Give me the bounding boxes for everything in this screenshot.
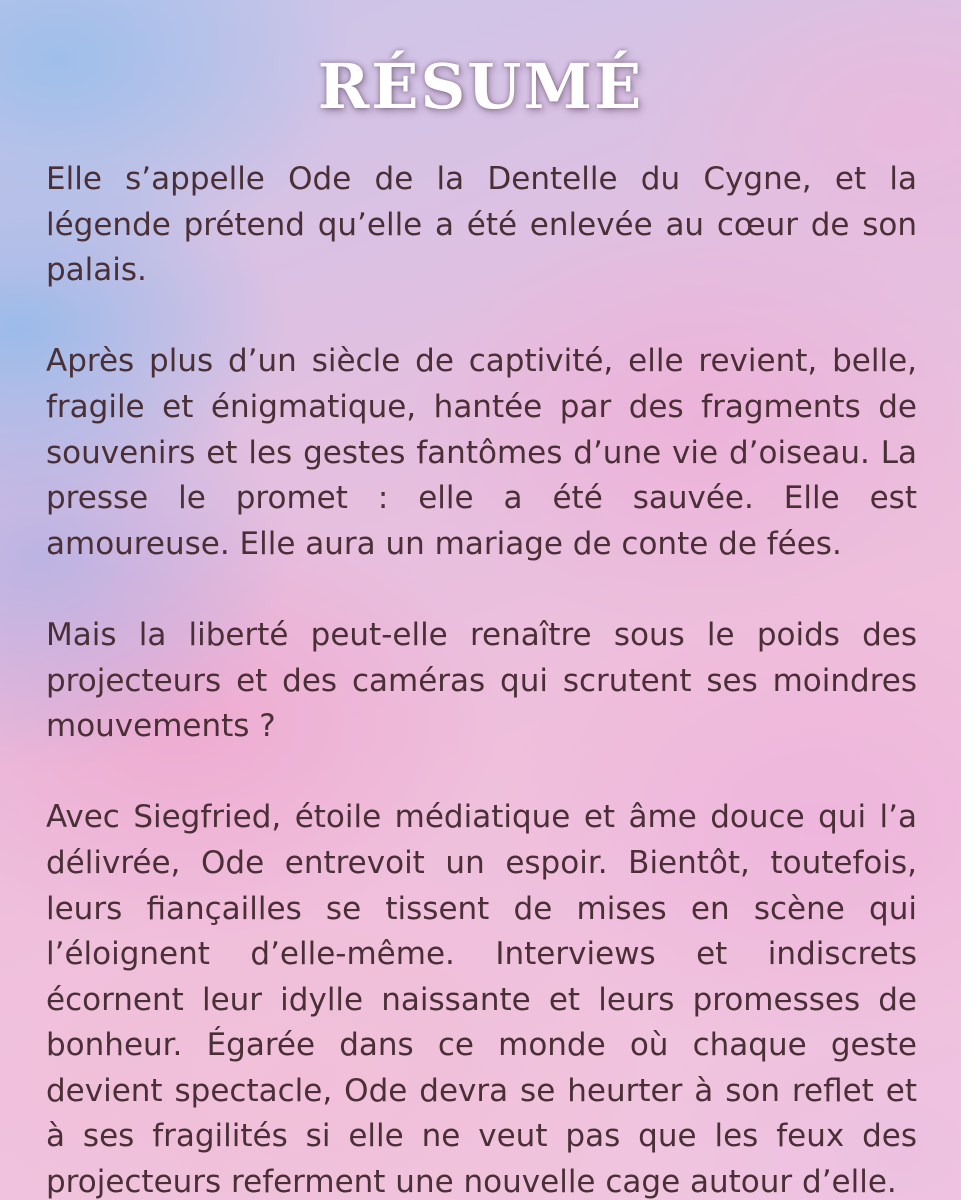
summary-body bbox=[46, 157, 917, 1200]
paragraph-1: Elle s’appelle Ode de la Dentelle du Cygne, et la légende prétend qu’elle a été enlevée au cœur de son palais. bbox=[46, 161, 917, 289]
paragraph-4: Avec Siegfried, étoile médiatique et âme douce qui l’a délivrée, Ode entrevoit un espoir. Bientôt, toutefois, leurs fiançailles se tissent de mises en scène qui l’éloignent d’elle-même. Interviews et indiscrets écornent leur idylle naissante et leurs promesses de bonheur. Égarée dans ce monde où chaque geste devient spectacle, Ode devra se heurter à son reflet et à ses fragilités si elle ne veut pas que les feux des projecteurs referment une nouvelle cage autour d’elle. bbox=[46, 799, 917, 1200]
paragraph-3: Mais la liberté peut-elle renaître sous le poids des projecteurs et des caméras qui scrutent ses moindres mouvements ? bbox=[46, 616, 917, 745]
paragraph-2: Après plus d’un siècle de captivité, elle revient, belle, fragile et énigmatique, hantée par des fragments de souvenirs et les gestes fantômes d’une vie d’oiseau. La presse le promet : elle a été sauvée. Elle est amoureuse. Elle aura un mariage de conte de fées. bbox=[46, 343, 917, 562]
page-title: RÉSUMÉ bbox=[317, 50, 644, 123]
